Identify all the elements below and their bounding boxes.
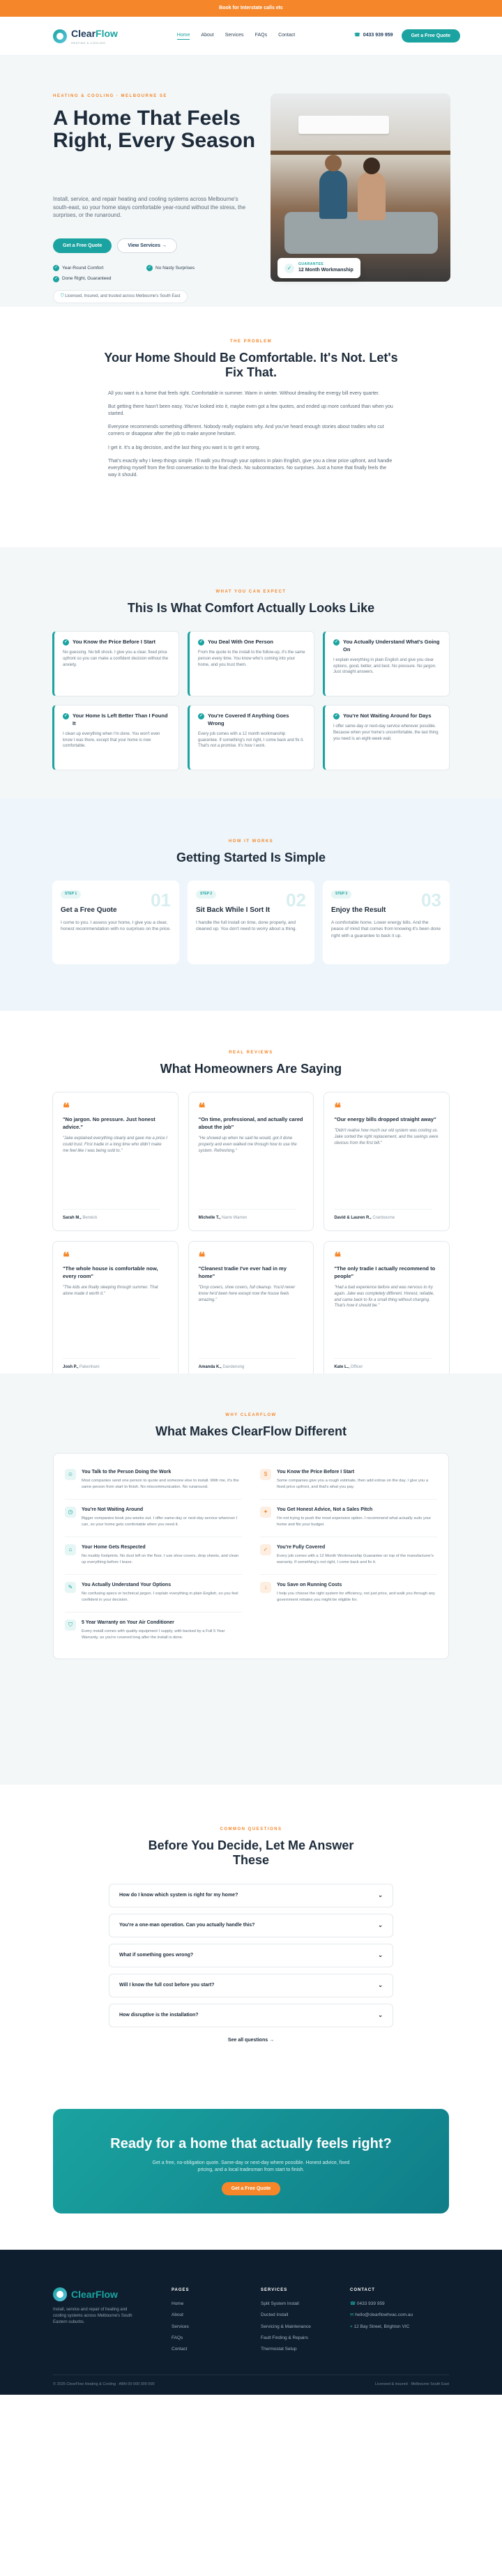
step-tag: STEP 1	[61, 890, 81, 898]
check-icon: ✓	[63, 714, 68, 719]
footer-address-text: 12 Bay Street, Brighton VIC	[353, 2324, 410, 2329]
footer-email-text: hello@clearflowhvac.com.au	[355, 2312, 413, 2318]
home-icon: ⌂	[65, 1544, 76, 1555]
reviews-grid	[52, 1092, 450, 1380]
why-item-text: Some companies give you a rough estimate, then add extras on the day. I give you a fixed price upfront, and that's what you pay.	[277, 1479, 429, 1489]
check-icon: ✓	[334, 640, 339, 645]
footer-logo[interactable]	[53, 2287, 172, 2301]
why-item-title: Your Home Gets Respected	[82, 1545, 146, 1550]
chevron-down-icon: ⌄	[378, 2012, 383, 2019]
pin-icon: ⌖	[350, 2324, 354, 2329]
why-section	[0, 1373, 502, 1785]
why-item	[260, 1462, 437, 1500]
why-item	[65, 1575, 242, 1613]
quote-icon: ❝	[63, 1101, 70, 1115]
photo-head	[363, 158, 380, 174]
review-card	[188, 1241, 314, 1380]
faq-item[interactable]	[109, 1884, 393, 1907]
handshake-icon: ✦	[260, 1507, 271, 1518]
hero-services-button[interactable]	[117, 238, 177, 253]
why-column-right	[260, 1462, 437, 1650]
quote-icon: ❝	[334, 1101, 342, 1115]
announcement-text: Book for Interstate calls etc	[219, 5, 283, 10]
steps-grid	[52, 881, 450, 964]
nav-link-faqs[interactable]: FAQs	[254, 32, 268, 38]
faq-list	[109, 1884, 393, 2027]
expect-card-text: I explain everything in plain English and give you clear options, good, better, and best. No pressure. No jargon. Just straight answers.	[333, 658, 436, 675]
review-name: Amanda K.,	[198, 1364, 222, 1369]
logo-tagline: HEATING & COOLING	[71, 40, 106, 45]
quote-icon: ❝	[198, 1250, 206, 1265]
cta-banner	[53, 2109, 449, 2213]
review-title: "Cleanest tradie I've ever had in my home"	[198, 1265, 287, 1280]
expect-card-text: From the quote to the install to the follow-up, it's the same person every time. You know who's coming into your home, and you trust them.	[198, 650, 305, 667]
nav-quote-button[interactable]: Get a Free Quote	[402, 29, 460, 43]
nav-link-services[interactable]: Services	[225, 32, 244, 38]
why-item-title: You Know the Price Before I Start	[277, 1470, 355, 1475]
hero-check-item	[146, 265, 223, 271]
expect-card-heading	[198, 712, 305, 728]
guarantee-badge	[277, 258, 360, 278]
problem-paragraph: That's exactly why I keep things simple. I'll walk you through your options in plain English, give you a clear price upfront, and handle everything myself from the first conversation to the final check. No subcontractors. No surprises. Just a home that finally feels the way it should.	[108, 458, 393, 478]
logo-icon	[53, 29, 67, 43]
review-suburb: Officer	[350, 1364, 363, 1369]
expect-card-heading	[63, 639, 170, 646]
why-item-title: You Talk to the Person Doing the Work	[82, 1470, 172, 1475]
faq-eyebrow: COMMON QUESTIONS	[220, 1827, 282, 1831]
chat-icon: ✎	[65, 1582, 76, 1593]
why-item-text: No muddy footprints. No dust left on the floor. I use shoe covers, drop sheets, and clean up everything before I leave.	[82, 1554, 239, 1564]
problem-paragraph: Everyone recommends something different. Nobody really explains why. And you've heard enough stories about tradies who cut corners or disappear after the job to make anyone hesitant.	[108, 425, 384, 437]
review-name: Michelle T.,	[198, 1215, 221, 1220]
faq-item[interactable]	[109, 1944, 393, 1967]
footer-bottom	[53, 2375, 449, 2388]
problem-paragraph: I get it. It's a big decision, and the last thing you want is to get it wrong.	[108, 445, 261, 450]
hero-photo	[271, 93, 450, 282]
why-item-text: I'm not trying to push the most expensive option. I recommend what actually suits your home and fits your budget.	[277, 1516, 432, 1527]
quote-icon: ❝	[63, 1250, 70, 1265]
review-author	[334, 1358, 432, 1371]
check-icon: ✓	[54, 276, 59, 281]
footer-link[interactable]: Thermostat Setup	[261, 2347, 297, 2352]
step-text: I handle the full install on time, done properly, and cleaned up. You don't need to worry about a thing.	[196, 920, 297, 932]
footer-phone[interactable]	[350, 2301, 455, 2307]
review-author	[334, 1209, 432, 1221]
expect-card	[323, 631, 450, 696]
copyright: © 2025 ClearFlow Heating & Cooling · ABN 00 000 000 000	[53, 2382, 155, 2387]
arrow-right-icon: →	[269, 2037, 275, 2043]
chevron-down-icon: ⌄	[378, 1952, 383, 1959]
why-item-text: No confusing specs or technical jargon. I explain everything in plain English, so you feel confident in your decision.	[82, 1592, 238, 1602]
hero-check-item	[53, 265, 130, 271]
problem-paragraph: All you want is a home that feels right. Comfortable in summer. Warm in winter. Without dreading the energy bill every quarter.	[108, 390, 380, 396]
announcement-bar	[0, 0, 502, 17]
review-title: "On time, professional, and actually cared about the job"	[198, 1116, 303, 1131]
footer-link[interactable]: Servicing & Maintenance	[261, 2324, 311, 2329]
why-item	[65, 1500, 242, 1537]
logo[interactable]	[53, 26, 118, 45]
expect-card-title: You Deal With One Person	[208, 639, 273, 646]
footer-link[interactable]: Services	[172, 2324, 189, 2329]
why-item-title: You're Fully Covered	[277, 1545, 326, 1550]
hero-check-item	[53, 275, 130, 282]
review-title: "The only tradie I actually recommend to people"	[334, 1265, 436, 1280]
photo-head	[325, 155, 342, 172]
why-item-title: You Save on Running Costs	[277, 1583, 342, 1588]
faq-item[interactable]	[109, 1974, 393, 1997]
check-icon: ✓	[147, 266, 152, 270]
review-author	[199, 1358, 296, 1371]
footer-phone-text: 0433 939 959	[356, 2301, 385, 2306]
why-item-text: Most companies send one person to quote and someone else to install. With me, it's the same person from start to finish. No miscommunication. No runaround.	[82, 1479, 239, 1489]
step-number: 01	[151, 890, 171, 911]
review-name: Sarah M.,	[63, 1215, 82, 1220]
review-author	[199, 1209, 296, 1221]
shield-icon: ⛉	[61, 294, 64, 298]
photo-shelf	[271, 151, 450, 155]
problem-title: Your Home Should Be Comfortable. It's Not. Let's Fix That.	[104, 350, 398, 380]
check-icon: ✓	[199, 714, 204, 719]
see-all-questions-link[interactable]	[0, 2037, 502, 2044]
expect-grid	[52, 631, 450, 770]
step-card	[323, 881, 450, 964]
expect-card-heading	[63, 712, 170, 728]
faq-question: How disruptive is the installation?	[119, 2012, 199, 2018]
problem-paragraph: But getting there hasn't been easy. You've looked into it, maybe even got a few quotes, and ended up more confused than when you started.	[108, 404, 393, 417]
steps-title: Getting Started Is Simple	[176, 850, 326, 864]
why-item	[65, 1537, 242, 1575]
check-icon: ✓	[54, 266, 59, 270]
cta-section	[0, 2109, 502, 2220]
footer-link[interactable]: About	[172, 2312, 183, 2318]
why-item-title: You're Not Waiting Around	[82, 1507, 144, 1513]
review-card	[188, 1092, 314, 1231]
why-item	[65, 1613, 242, 1650]
nav-phone-number: 0433 939 959	[363, 33, 393, 38]
footer	[0, 2250, 502, 2395]
review-title: "No jargon. No pressure. Just honest advice."	[63, 1116, 155, 1131]
step-tag: STEP 3	[331, 890, 351, 898]
faq-item[interactable]	[109, 2004, 393, 2027]
footer-services	[261, 2287, 350, 2358]
review-text: "He showed up when he said he would, got it done properly and even walked me through how to use the system. Refreshing."	[198, 1136, 297, 1153]
expect-card-text: I clean up everything when I'm done. You won't even know I was there, except that your home is now comfortable.	[63, 732, 160, 749]
why-item-title: You Actually Understand Your Options	[82, 1583, 172, 1588]
dollar-icon: $	[260, 1469, 271, 1480]
why-item	[260, 1575, 437, 1613]
review-author	[63, 1358, 160, 1371]
nav-phone[interactable]	[354, 32, 393, 39]
footer-description: Install, service and repair of heating and cooling systems across Melbourne's South Eastern suburbs.	[53, 2308, 132, 2324]
faq-question: What if something goes wrong?	[119, 1952, 194, 1958]
review-card	[324, 1241, 450, 1380]
expect-card	[188, 705, 314, 770]
footer-pages	[172, 2287, 261, 2358]
check-label: No Nasty Surprises	[155, 266, 195, 270]
shield-check-icon: ✓	[260, 1544, 271, 1555]
quote-icon: ❝	[334, 1250, 342, 1265]
hero-quote-button[interactable]: Get a Free Quote	[53, 238, 112, 253]
step-card	[52, 881, 179, 964]
check-label: Done Right, Guaranteed	[62, 276, 112, 282]
cta-text: Get a free, no-obligation quote. Same-day or next-day where possible. Honest advice, fixed pricing, and a local tradesman from start to finish.	[152, 2160, 350, 2173]
expect-eyebrow: WHAT YOU CAN EXPECT	[215, 590, 287, 594]
hero	[0, 56, 502, 307]
step-text: I come to you. I assess your home, I give you a clear, honest recommendation with no surprises on the price.	[61, 920, 171, 932]
step-text: A comfortable home. Lower energy bills. And the peace of mind that comes from knowing it's been done right with a guarantee to back it up.	[331, 920, 441, 938]
faq-item[interactable]	[109, 1914, 393, 1937]
expect-card-heading	[198, 639, 305, 646]
review-card	[52, 1092, 178, 1231]
why-item-text: Every job comes with a 12 Month Workmanship Guarantee on top of the manufacturer's warranty. If something's not right, I come back and fix it.	[277, 1554, 434, 1564]
reviews-eyebrow: REAL REVIEWS	[229, 1051, 273, 1055]
review-author	[63, 1209, 160, 1221]
expect-card	[52, 631, 179, 696]
licence-note: Licensed & insured · Melbourne South East	[374, 2382, 449, 2387]
step-number: 03	[421, 890, 441, 911]
footer-link[interactable]: Ducted Install	[261, 2312, 289, 2318]
review-text: "Didn't realise how much our old system was costing us. Jake sorted the right replacement, and the savings were obvious from the first bill."	[334, 1129, 439, 1145]
steps-eyebrow: HOW IT WORKS	[228, 839, 274, 844]
why-item-title: You Get Honest Advice, Not a Sales Pitch	[277, 1507, 373, 1513]
expect-card-title: You Actually Understand What's Going On	[343, 639, 440, 653]
chevron-down-icon: ⌄	[378, 1892, 383, 1899]
review-title: "Our energy bills dropped straight away"	[334, 1116, 436, 1123]
footer-link[interactable]: Split System Install	[261, 2301, 299, 2306]
footer-link[interactable]: Fault Finding & Repairs	[261, 2335, 308, 2340]
reviews-section	[0, 1011, 502, 1373]
expect-card-text: I offer same-day or next-day service wherever possible. Because when your home's uncomfortable, the last thing you need is an eight-week wait.	[333, 724, 439, 741]
step-title: Enjoy the Result	[331, 906, 386, 914]
footer-contact	[350, 2287, 455, 2358]
expect-card	[52, 705, 179, 770]
why-column-left	[65, 1462, 242, 1650]
step-title: Get a Free Quote	[61, 906, 117, 914]
why-item-text: I help you choose the right system for efficiency, not just price, and walk you through any government rebates you might be eligible for.	[277, 1592, 435, 1602]
check-icon: ✓	[199, 640, 204, 645]
why-item-text: Every install comes with quality equipment I supply, with backed by a Full 5 Year Warranty, so you're covered long after the install is done.	[82, 1629, 225, 1640]
mail-icon: ✉	[350, 2312, 356, 2318]
hero-text: Install, service, and repair heating and cooling systems across Melbourne's south-east, so your home stays comfortable year-round without the stress, the surprises, or the runaround.	[53, 196, 246, 219]
review-suburb: Narre Warren	[222, 1215, 248, 1220]
review-suburb: Dandenong	[222, 1364, 245, 1369]
nav-link-home[interactable]: Home	[177, 32, 190, 40]
photo-person	[319, 170, 347, 219]
faq-question: You're a one-man operation. Can you actually handle this?	[119, 1922, 255, 1928]
footer-heading: PAGES	[172, 2288, 190, 2292]
chevron-down-icon: ⌄	[378, 1922, 383, 1929]
why-eyebrow: WHY CLEARFLOW	[225, 1413, 277, 1417]
logo-name: Clear	[71, 2289, 96, 2300]
hero-title: A Home That Feels Right, Every Season	[53, 107, 256, 152]
step-title: Sit Back While I Sort It	[196, 906, 271, 914]
trust-pill	[53, 290, 188, 303]
chevron-down-icon: ⌄	[378, 1982, 383, 1989]
logo-name: Clear	[71, 28, 96, 40]
why-item	[260, 1537, 437, 1575]
main-nav	[0, 17, 502, 56]
person-icon: ☺	[65, 1469, 76, 1480]
expect-card	[188, 631, 314, 696]
logo-icon	[53, 2287, 67, 2301]
expect-card-title: You Know the Price Before I Start	[73, 639, 156, 646]
why-item	[65, 1462, 242, 1500]
problem-eyebrow: THE PROBLEM	[229, 340, 273, 344]
expect-card-title: Your Home Is Left Better Than I Found It	[73, 712, 168, 727]
arrow-right-icon: →	[161, 243, 167, 248]
nav-link-contact[interactable]: Contact	[278, 32, 296, 38]
review-name: Kate L.,	[334, 1364, 349, 1369]
quote-icon: ❝	[198, 1101, 206, 1115]
why-list	[53, 1453, 449, 1659]
faq-question: Will I know the full cost before you start?	[119, 1982, 215, 1988]
review-text: "Jake explained everything clearly and gave me a price I could trust. First tradie in a long time who didn't make me feel like I was being sold to."	[63, 1136, 167, 1153]
cta-quote-button[interactable]: Get a Free Quote	[222, 2182, 280, 2195]
review-text: "Drop covers, shoe covers, full cleanup. You'd never know he'd been here except now the house feels amazing."	[198, 1286, 296, 1302]
review-card	[324, 1092, 450, 1231]
logo-accent: Flow	[96, 28, 118, 40]
logo-accent: Flow	[96, 2289, 118, 2300]
faq-title: Before You Decide, Let Me Answer These	[148, 1838, 354, 1868]
why-title: What Makes ClearFlow Different	[155, 1424, 347, 1438]
footer-heading: SERVICES	[261, 2288, 288, 2292]
hero-services-label: View Services	[128, 243, 160, 248]
step-number: 02	[286, 890, 306, 911]
badge-label: GUARANTEE	[298, 262, 324, 266]
expect-card-text: No guessing. No bill shock. I give you a clear, fixed price upfront so you can make a confident decision without the anxiety.	[63, 650, 169, 667]
trust-text: Licensed, Insured, and trusted across Melbourne's South East	[65, 294, 181, 298]
hero-eyebrow: HEATING & COOLING · MELBOURNE SE	[53, 94, 167, 98]
check-icon: ✓	[334, 714, 339, 719]
footer-link[interactable]: FAQs	[172, 2335, 183, 2340]
footer-link[interactable]: Contact	[172, 2347, 188, 2352]
check-label: Year-Round Comfort	[62, 266, 104, 270]
footer-email[interactable]	[350, 2312, 455, 2318]
reviews-title: What Homeowners Are Saying	[160, 1061, 342, 1076]
expect-card-heading	[333, 639, 441, 654]
problem-section	[0, 307, 502, 547]
hero-checks	[53, 265, 241, 282]
expect-card-title: You're Not Waiting Around for Days	[343, 712, 432, 719]
review-suburb: Berwick	[82, 1215, 98, 1220]
clock-icon: ◷	[65, 1507, 76, 1518]
steps-section	[0, 798, 502, 1011]
footer-address[interactable]	[350, 2324, 455, 2330]
review-title: "The whole house is comfortable now, every room"	[63, 1265, 158, 1280]
photo-aircon	[298, 116, 389, 134]
review-card	[52, 1241, 178, 1380]
review-suburb: Cranbourne	[372, 1215, 395, 1220]
cta-title: Ready for a home that actually feels right?	[110, 2136, 392, 2151]
expect-card	[323, 705, 450, 770]
badge-shield-icon: ✓	[284, 264, 294, 273]
nav-link-about[interactable]: About	[201, 32, 214, 38]
savings-icon: ↓	[260, 1582, 271, 1593]
phone-icon: ☎	[350, 2301, 357, 2306]
problem-body	[108, 390, 394, 479]
see-all-label: See all questions	[227, 2037, 268, 2043]
expect-card-title: You're Covered If Anything Goes Wrong	[208, 712, 289, 727]
footer-brand	[53, 2287, 172, 2358]
review-text: "The kids are finally sleeping through summer. That alone made it worth it."	[63, 1286, 158, 1296]
why-item	[260, 1500, 437, 1537]
check-icon: ✓	[63, 640, 68, 645]
why-item-text: Bigger companies book you weeks out. I offer same-day or next-day service wherever I can, so your home gets comfortable when you need it.	[82, 1516, 238, 1527]
shield-icon: ⛉	[65, 1619, 76, 1631]
expect-card-text: Every job comes with a 12 month workmanship guarantee. If something's not right, I come back and fix it. That's not a promise. It's how I work.	[198, 732, 304, 749]
nav-links	[177, 32, 295, 40]
faq-section	[0, 1785, 502, 2109]
review-name: Josh P.,	[63, 1364, 79, 1369]
step-tag: STEP 2	[196, 890, 216, 898]
faq-question: How do I know which system is right for my home?	[119, 1892, 238, 1898]
footer-heading: CONTACT	[350, 2288, 375, 2292]
photo-person	[358, 172, 386, 220]
phone-icon: ☎	[354, 33, 360, 38]
badge-value: 12 Month Workmanship	[298, 268, 353, 273]
step-card	[188, 881, 314, 964]
footer-link[interactable]: Home	[172, 2301, 184, 2306]
review-name: David & Lauren R.,	[334, 1215, 372, 1220]
why-item-title: 5 Year Warranty on Your Air Conditioner	[82, 1620, 174, 1626]
review-text: "Had a bad experience before and was nervous to try again. Jake was completely different. Honest, reliable, and came back to fix a small thing without charging. That's how it should be."	[334, 1286, 434, 1309]
review-suburb: Pakenham	[79, 1364, 100, 1369]
expect-section	[0, 547, 502, 798]
expect-title: This Is What Comfort Actually Looks Like	[127, 600, 375, 615]
expect-card-heading	[333, 712, 441, 720]
